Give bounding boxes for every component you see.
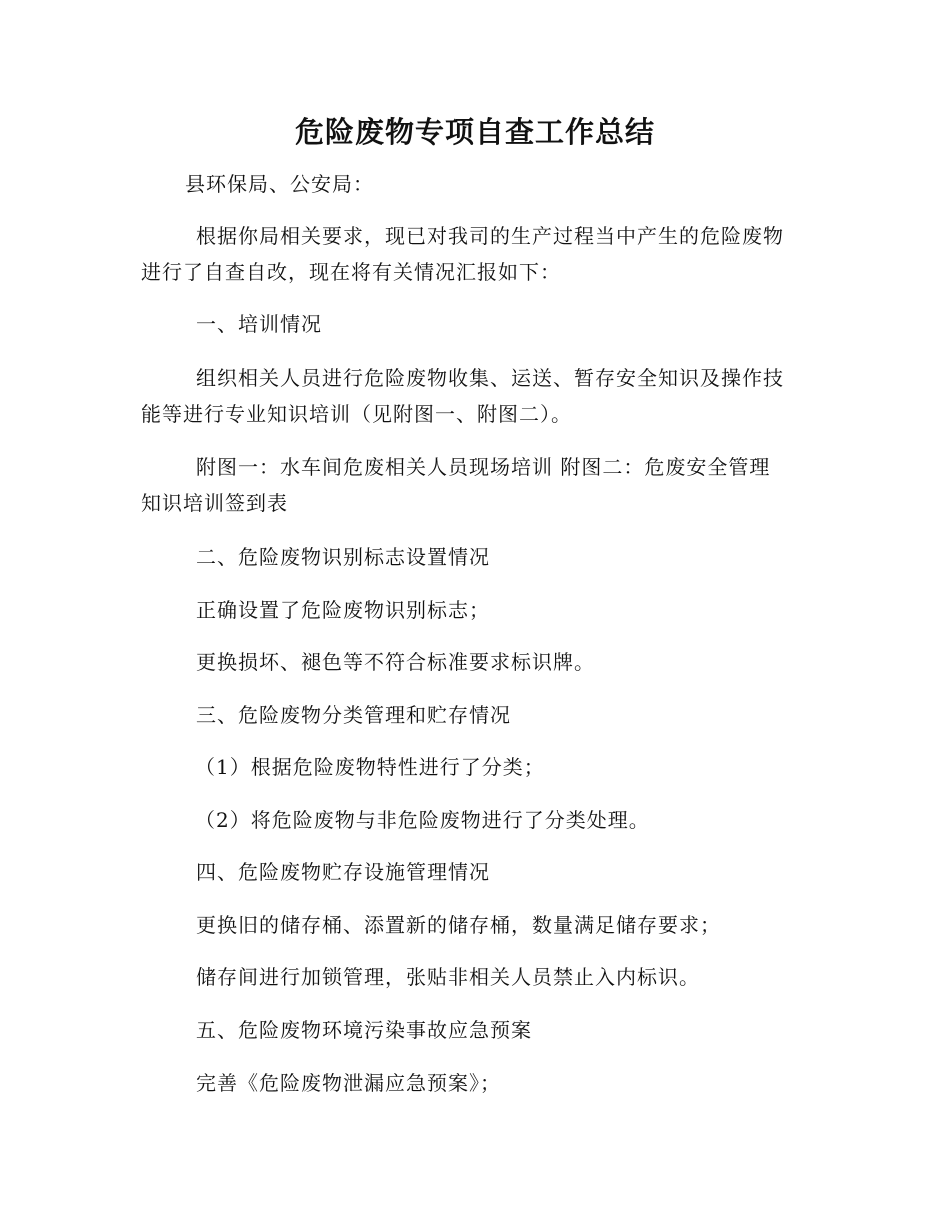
section-3-item-2: （2）将危险废物与非危险废物进行了分类处理。 xyxy=(195,808,650,832)
section-2-heading: 二、危险废物识别标志设置情况 xyxy=(196,545,490,569)
section-1-attachment-line-1: 附图一：水车间危废相关人员现场培训 附图二：危废安全管理 xyxy=(196,455,771,479)
section-1-paragraph-line-1: 组织相关人员进行危险废物收集、运送、暂存安全知识及操作技 xyxy=(196,366,784,390)
section-2-item-2: 更换损坏、褪色等不符合标准要求标识牌。 xyxy=(196,650,595,674)
section-4-item-1: 更换旧的储存桶、添置新的储存桶，数量满足储存要求； xyxy=(196,913,721,937)
section-3-heading: 三、危险废物分类管理和贮存情况 xyxy=(196,703,511,727)
section-1-attachment-line-2: 知识培训签到表 xyxy=(141,491,288,515)
section-1-paragraph-line-2: 能等进行专业知识培训（见附图一、附图二）。 xyxy=(141,402,572,426)
section-3-item-1: （1）根据危险废物特性进行了分类； xyxy=(195,755,545,779)
section-4-heading: 四、危险废物贮存设施管理情况 xyxy=(196,860,490,884)
section-4-item-2: 储存间进行加锁管理，张贴非相关人员禁止入内标识。 xyxy=(196,965,700,989)
intro-line-2: 进行了自查自改，现在将有关情况汇报如下： xyxy=(141,260,561,284)
section-5-heading: 五、危险废物环境污染事故应急预案 xyxy=(196,1018,532,1042)
section-1-heading: 一、培训情况 xyxy=(196,312,322,336)
section-5-item-1: 完善《危险废物泄漏应急预案》； xyxy=(196,1071,501,1095)
intro-line-1: 根据你局相关要求，现已对我司的生产过程当中产生的危险废物 xyxy=(196,224,784,248)
salutation: 县环保局、公安局： xyxy=(185,172,374,196)
section-2-item-1: 正确设置了危险废物识别标志； xyxy=(196,598,490,622)
document-title: 危险废物专项自查工作总结 xyxy=(294,115,655,149)
